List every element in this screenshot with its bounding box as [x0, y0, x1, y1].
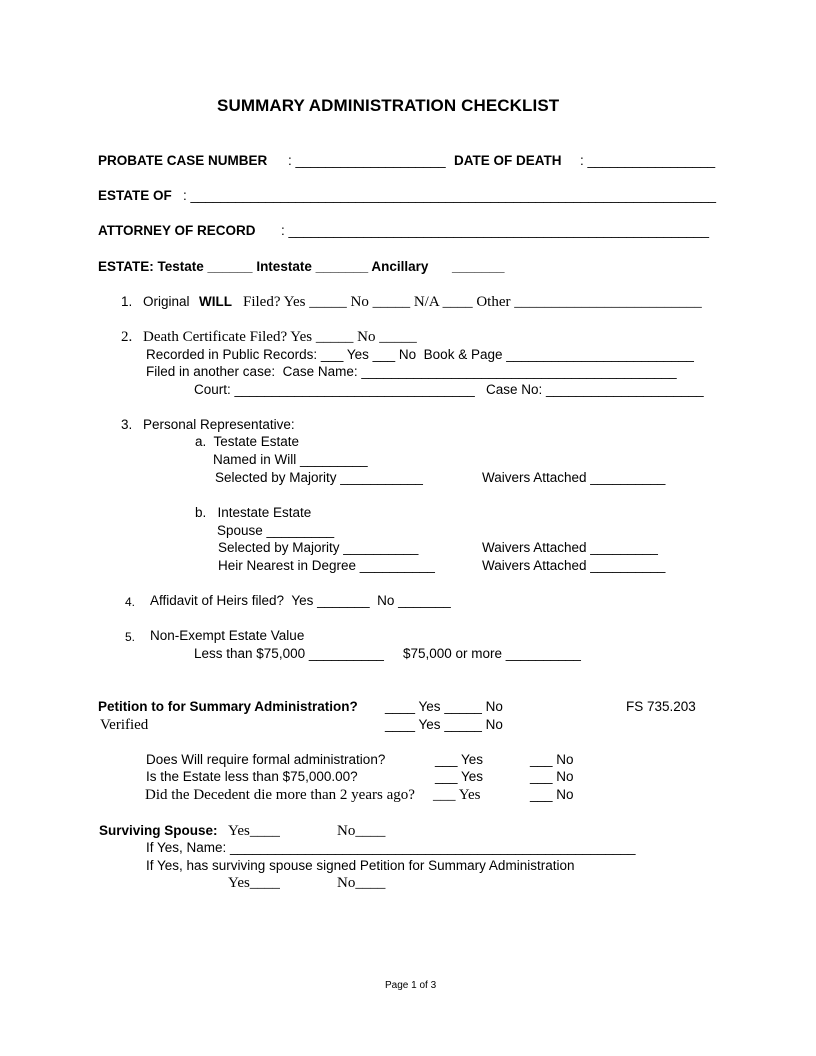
item3b-spouse[interactable]: Spouse _________	[217, 523, 335, 538]
question-two-years-no[interactable]: ___ No	[530, 787, 574, 802]
item4-affidavit[interactable]: Affidavit of Heirs filed? Yes _______ No _______	[150, 593, 451, 608]
item1-number: 1.	[121, 294, 133, 309]
item5-label: Non-Exempt Estate Value	[150, 628, 305, 643]
estate-of-label: ESTATE OF	[98, 188, 172, 203]
surviving-spouse-no[interactable]: No____	[337, 823, 386, 839]
question-two-years: Did the Decedent die more than 2 years ago?	[145, 787, 415, 803]
question-formal-admin: Does Will require formal administration?	[146, 752, 386, 767]
spouse-signed-no[interactable]: No____	[337, 875, 386, 891]
item3-number: 3.	[121, 417, 133, 432]
item5-number: 5.	[125, 630, 136, 644]
spouse-signed-yes[interactable]: Yes____	[228, 875, 280, 891]
question-formal-admin-yes[interactable]: ___ Yes	[435, 752, 484, 767]
spouse-name-field[interactable]: If Yes, Name: ______________________________________________________	[146, 840, 636, 855]
item3b-waivers-2[interactable]: Waivers Attached __________	[482, 558, 666, 573]
estate-of-field[interactable]: : ______________________________________________________________________	[183, 188, 717, 203]
verified-label: Verified	[100, 717, 149, 733]
item3-label: Personal Representative:	[143, 417, 295, 432]
case-number-field[interactable]: : ____________________	[288, 153, 446, 168]
question-formal-admin-no[interactable]: ___ No	[530, 752, 574, 767]
item5-or-more[interactable]: $75,000 or more __________	[403, 646, 581, 661]
item3b-selected-majority[interactable]: Selected by Majority __________	[218, 540, 419, 555]
item2-case-no[interactable]: Case No: _____________________	[486, 382, 704, 397]
item2-number: 2.	[121, 329, 133, 345]
petition-answer[interactable]: ____ Yes _____ No	[385, 699, 503, 714]
item3a-named-in-will[interactable]: Named in Will _________	[213, 452, 368, 467]
date-of-death-field[interactable]: : _________________	[580, 153, 716, 168]
item1-will: WILL	[199, 294, 232, 309]
item3a-waivers[interactable]: Waivers Attached __________	[482, 470, 666, 485]
case-number-label: PROBATE CASE NUMBER	[98, 153, 268, 168]
attorney-label: ATTORNEY OF RECORD	[98, 223, 256, 238]
attorney-field[interactable]: : ________________________________________________________	[281, 223, 709, 238]
petition-label: Petition to for Summary Administration?	[98, 699, 358, 714]
item1-original: Original	[143, 294, 190, 309]
page-title: SUMMARY ADMINISTRATION CHECKLIST	[217, 96, 560, 115]
question-estate-less-yes[interactable]: ___ Yes	[435, 769, 484, 784]
page-number: Page 1 of 3	[385, 980, 437, 991]
item5-less-than[interactable]: Less than $75,000 __________	[194, 646, 384, 661]
surviving-spouse-yes[interactable]: Yes____	[228, 823, 280, 839]
surviving-spouse-label: Surviving Spouse:	[99, 823, 218, 838]
item2-death-certificate[interactable]: Death Certificate Filed? Yes _____ No _____	[143, 329, 417, 345]
item2-other-case[interactable]: Filed in another case: Case Name: __________________________________________	[146, 364, 677, 379]
item4-number: 4.	[125, 595, 136, 609]
item3b-label: b. Intestate Estate	[195, 505, 312, 520]
statute-reference: FS 735.203	[626, 699, 696, 714]
item2-court[interactable]: Court: ________________________________	[194, 382, 475, 397]
item2-recorded[interactable]: Recorded in Public Records: ___ Yes ___ No Book & Page _________________________	[146, 347, 694, 362]
date-of-death-label: DATE OF DEATH	[454, 153, 562, 168]
item3b-heir-nearest[interactable]: Heir Nearest in Degree __________	[218, 558, 435, 573]
item3b-waivers-1[interactable]: Waivers Attached _________	[482, 540, 658, 555]
question-two-years-yes[interactable]: ___ Yes	[433, 787, 481, 803]
question-estate-less: Is the Estate less than $75,000.00?	[146, 769, 358, 784]
question-estate-less-no[interactable]: ___ No	[530, 769, 574, 784]
item3a-selected-majority[interactable]: Selected by Majority ___________	[215, 470, 423, 485]
estate-type-row[interactable]: ESTATE: Testate ______ Intestate _______ Ancillary	[98, 259, 429, 274]
item3a-label: a. Testate Estate	[195, 434, 300, 449]
spouse-signed-question: If Yes, has surviving spouse signed Petition for Summary Administration	[146, 858, 575, 873]
ancillary-blank[interactable]: _______	[452, 259, 505, 274]
item1-filed-row[interactable]: Filed? Yes _____ No _____ N/A ____ Other _________________________	[243, 294, 702, 310]
verified-answer[interactable]: ____ Yes _____ No	[385, 717, 503, 732]
